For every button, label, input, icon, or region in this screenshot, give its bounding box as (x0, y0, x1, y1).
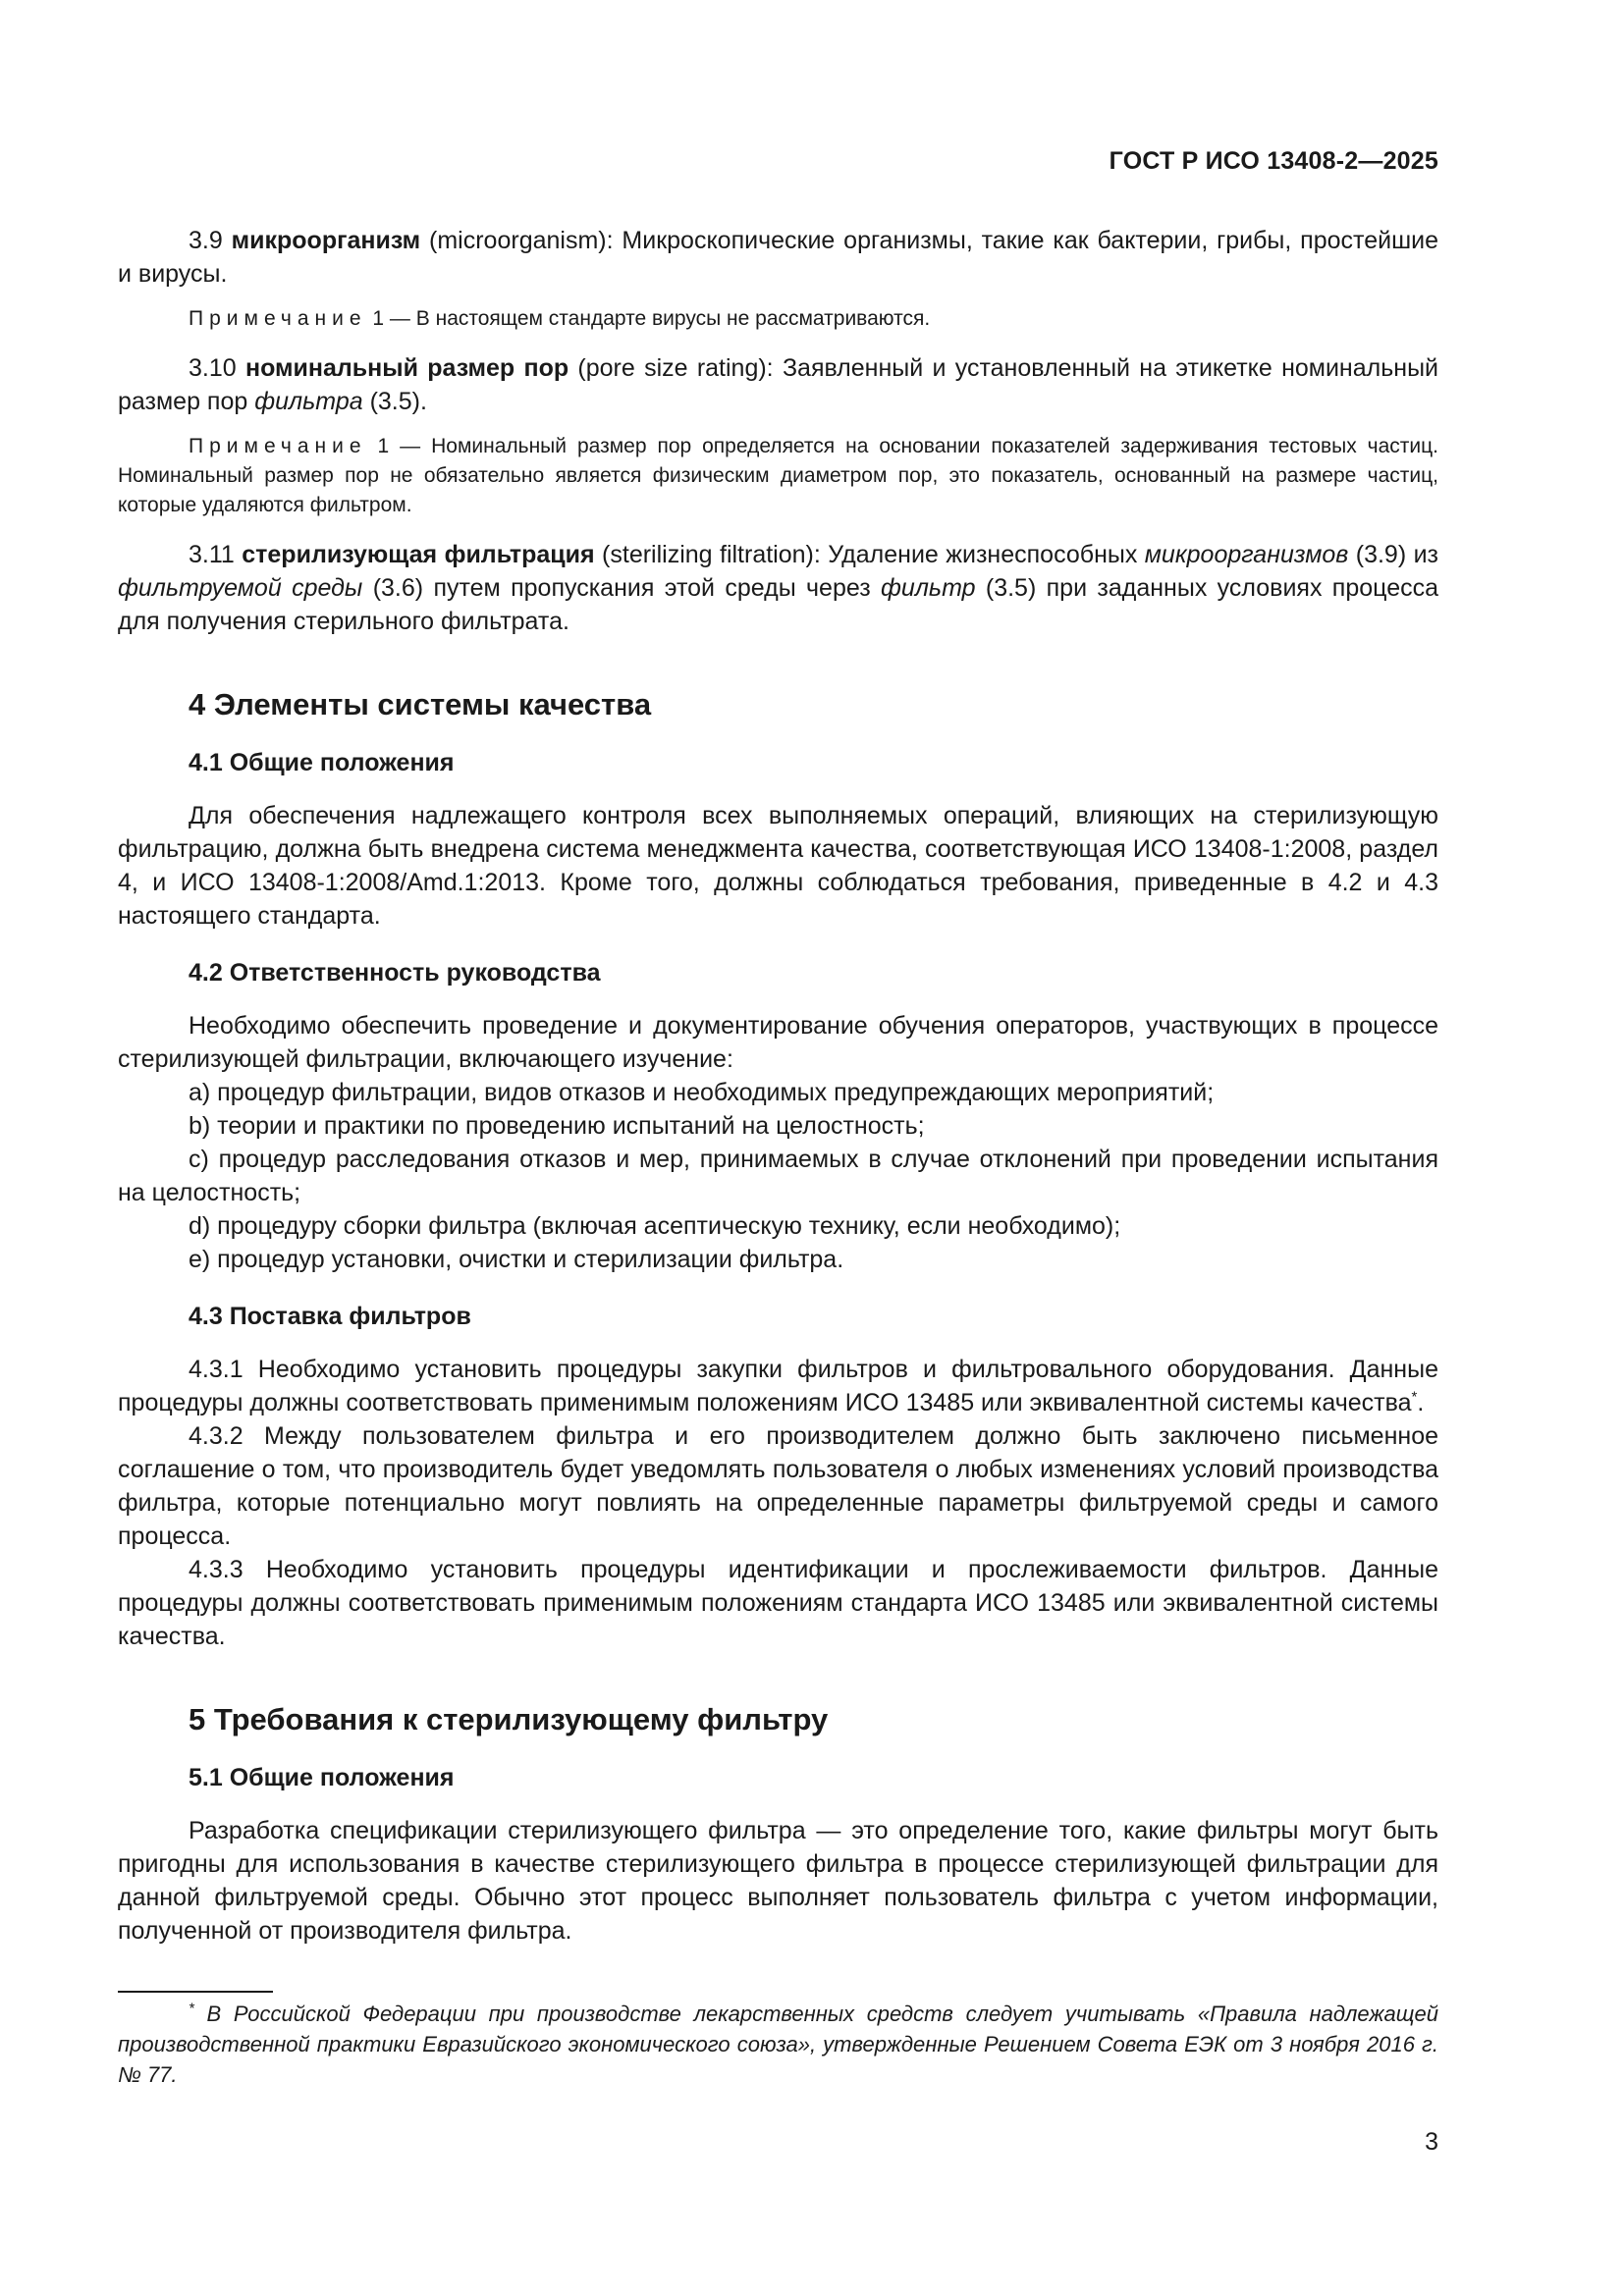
section-4-2-heading: 4.2 Ответственность руководства (189, 959, 601, 987)
term-reference: микроорганизмов (1144, 541, 1349, 568)
term-definition: Микроскопические организмы, такие как бактерии, грибы, простейшие и вирусы. (118, 227, 1438, 288)
note-label: Примечание (189, 307, 367, 330)
document-header: ГОСТ Р ИСО 13408-2—2025 (1109, 147, 1438, 175)
section-5-1-text: Разработка спецификации стерилизующего фильтра — это определение того, какие фильтры могут быть пригодны для использования в качестве стерилизующего фильтра в процессе стерилизующей фильтрации для данной фильтруемой среды. Обычно этот процесс выполняет пользователь фильтра с учетом информации, полученной от производителя фильтра. (118, 1817, 1438, 1945)
section-4-heading: 4 Элементы системы качества (189, 687, 652, 721)
term-name: микроорганизм (231, 227, 421, 254)
footnote-mark: * (189, 2000, 194, 2017)
term-english: (microorganism): (429, 227, 614, 254)
term-reference: фильтруемой среды (118, 574, 363, 602)
note-text: 1 — Номинальный размер пор определяется на основании показателей задерживания тестовых частиц. Номинальный размер пор не обязательно является физическим диаметром пор, это показатель, основанный на размере частиц, которые удаляются фильтром. (118, 435, 1438, 516)
footnote-separator (118, 1991, 273, 1993)
term-name: номинальный размер пор (244, 354, 569, 382)
term-english: (pore size rating): (577, 354, 774, 382)
note-3-9 (118, 304, 1438, 334)
term-english: (sterilizing filtration): (602, 541, 821, 568)
term-name: стерилизующая фильтрация (242, 541, 595, 568)
term-definition: Удаление жизнеспособных (828, 541, 1138, 568)
paragraph-end: . (1417, 1389, 1425, 1416)
term-3-10 (118, 351, 1438, 418)
section-4-3-1-text (118, 1353, 1438, 1419)
page-body (118, 224, 1438, 1948)
note-text: 1 — В настоящем стандарте вирусы не рассматриваются. (372, 307, 931, 330)
section-5-1-heading: 5.1 Общие положения (189, 1764, 455, 1791)
section-4-2-intro: Необходимо обеспечить проведение и документирование обучения операторов, участвующих в процессе стерилизующей фильтрации, включающего изучение: (118, 1012, 1438, 1073)
term-definition-part: (3.5) при заданных условиях процесса для получения стерильного фильтрата. (118, 574, 1438, 635)
term-number: 3.11 (189, 541, 235, 568)
note-3-10 (118, 432, 1438, 520)
footnote-text: В Российской Федерации при производстве лекарственных средств следует учитывать «Правила надлежащей производственной практики Евразийского экономического союза», утвержденные Решением Совета ЕЭК от 3 ноября 2016 г. № 77. (118, 2002, 1438, 2087)
term-3-11 (118, 538, 1438, 638)
term-definition-part: (3.6) путем пропускания этой среды через (372, 574, 871, 602)
section-4-3-heading: 4.3 Поставка фильтров (189, 1303, 471, 1330)
term-3-9 (118, 224, 1438, 291)
term-number: 3.10 (189, 354, 237, 382)
section-5-heading: 5 Требования к стерилизующему фильтру (189, 1702, 829, 1736)
term-reference: фильтра (254, 388, 363, 415)
term-reference-number: (3.5). (369, 388, 427, 415)
list-item: e) процедур установки, очистки и стерилизации фильтра. (189, 1246, 844, 1273)
footnote-marker[interactable]: * (1411, 1388, 1418, 1406)
section-4-3-2-text: 4.3.2 Между пользователем фильтра и его производителем должно быть заключено письменное соглашение о том, что производитель будет уведомлять пользователя о любых изменениях условий производства фильтра, которые потенциально могут повлиять на определенные параметры фильтруемой среды и самого процесса. (118, 1422, 1438, 1550)
term-reference: фильтр (881, 574, 976, 602)
term-definition-part: (3.9) из (1355, 541, 1439, 568)
list-item: d) процедуру сборки фильтра (включая асептическую технику, если необходимо); (189, 1212, 1121, 1240)
list-item: a) процедур фильтрации, видов отказов и необходимых предупреждающих мероприятий; (189, 1079, 1215, 1106)
paragraph-text: 4.3.1 Необходимо установить процедуры закупки фильтров и фильтровального оборудования. Данные процедуры должны соответствовать применимым положениям ИСО 13485 или эквивалентной системы качества (118, 1356, 1438, 1416)
note-label: Примечание (189, 435, 367, 457)
section-4-3-3-text: 4.3.3 Необходимо установить процедуры идентификации и прослеживаемости фильтров. Данные процедуры должны соответствовать применимым положениям стандарта ИСО 13485 или эквивалентной системы качества. (118, 1556, 1438, 1650)
list-item: c) процедур расследования отказов и мер, принимаемых в случае отклонений при проведении испытания на целостность; (118, 1146, 1438, 1206)
page-number: 3 (1425, 2128, 1438, 2156)
list-item: b) теории и практики по проведению испытаний на целостность; (189, 1112, 925, 1140)
footnote (118, 1999, 1438, 2090)
term-number: 3.9 (189, 227, 223, 254)
section-4-1-text: Для обеспечения надлежащего контроля всех выполняемых операций, влияющих на стерилизующую фильтрацию, должна быть внедрена система менеджмента качества, соответствующая ИСО 13408-1:2008, раздел 4, и ИСО 13408-1:2008/Amd.1:2013. Кроме того, должны соблюдаться требования, приведенные в 4.2 и 4.3 настоящего стандарта. (118, 802, 1438, 930)
section-4-1-heading: 4.1 Общие положения (189, 749, 455, 776)
term-definition: Заявленный и установленный на этикетке номинальный размер пор (118, 354, 1438, 415)
